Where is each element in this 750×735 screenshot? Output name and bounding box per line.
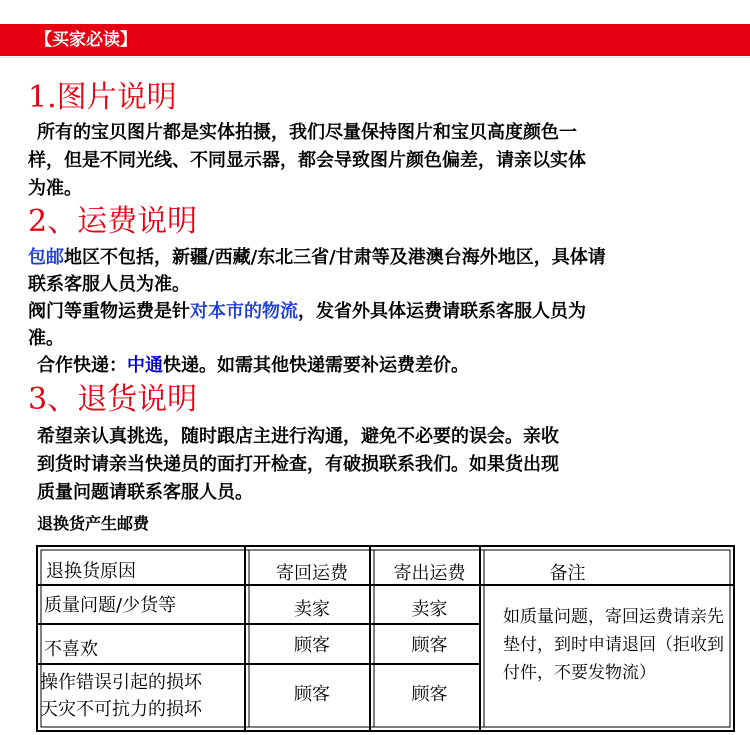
table-header-send-fee: 寄出运费 — [393, 563, 466, 584]
section2-line — [28, 297, 586, 326]
table-note: 如质量问题，寄回运费请亲先垫付，到时申请退回（拒收到付件，不要发物流） — [503, 607, 724, 683]
section3-line: 质量问题请联系客服人员。 — [37, 482, 253, 503]
table-row-send-fee: 卖家 — [411, 599, 448, 620]
section2-line5-pre: 合作快递： — [37, 355, 127, 376]
section3-heading: 3、退货说明 — [28, 382, 198, 417]
table-row-reason: 操作错误引起的损坏 — [40, 672, 202, 693]
section2-line: 联系客服人员为准。 — [28, 274, 190, 295]
section1-heading: 1.图片说明 — [28, 80, 177, 115]
section1-line: 为准。 — [28, 178, 82, 199]
section1-line: 样，但是不同光线、不同显示器，都会导致图片颜色偏差，请亲以实体 — [28, 150, 586, 171]
section2-line — [28, 243, 606, 272]
table-header-reason: 退换货原因 — [46, 561, 136, 582]
courier-name: 中通 — [127, 355, 163, 376]
table-row-return-fee: 顾客 — [294, 684, 330, 705]
section2-heading: 2、运费说明 — [28, 204, 198, 239]
section2-line — [37, 351, 469, 380]
table-header-note: 备注 — [549, 563, 586, 584]
section3-line: 到货时请亲当快递员的面打开检查，有破损联系我们。如果货出现 — [37, 454, 559, 475]
table-row-return-fee: 卖家 — [294, 599, 330, 620]
section3-line: 希望亲认真挑选，随时跟店主进行沟通，避免不必要的误会。亲收 — [37, 426, 559, 447]
section2-line1-rest: 地区不包括，新疆/西藏/东北三省/甘肃等及港澳台海外地区，具体请 — [64, 247, 606, 268]
section2-line: 准。 — [28, 328, 64, 349]
section2-line3-pre: 阀门等重物运费是针 — [28, 301, 190, 322]
table-row-reason: 质量问题/少货等 — [44, 595, 177, 616]
table-row-reason: 不喜欢 — [44, 639, 98, 660]
local-logistics-text: 对本市的物流 — [190, 301, 298, 322]
banner-divider — [0, 57, 750, 58]
table-caption: 退换货产生邮费 — [37, 514, 150, 533]
table-header-return-fee: 寄回运费 — [276, 563, 348, 584]
free-shipping-text: 包邮 — [28, 247, 64, 268]
section2-line5-post: 快递。如需其他快递需要补运费差价。 — [163, 355, 469, 376]
banner — [0, 24, 750, 56]
table-row-send-fee: 顾客 — [411, 684, 448, 705]
section2-line3-post: ，发省外具体运费请联系客服人员为 — [298, 301, 586, 322]
table-row-reason-second: 天灾不可抗力的损坏 — [40, 699, 202, 720]
section1-line: 所有的宝贝图片都是实体拍摄，我们尽量保持图片和宝贝高度颜色一 — [37, 122, 577, 143]
banner-title: 【买家必读】 — [35, 30, 137, 50]
table-row-return-fee: 顾客 — [294, 635, 330, 656]
table-row-send-fee: 顾客 — [411, 635, 448, 656]
